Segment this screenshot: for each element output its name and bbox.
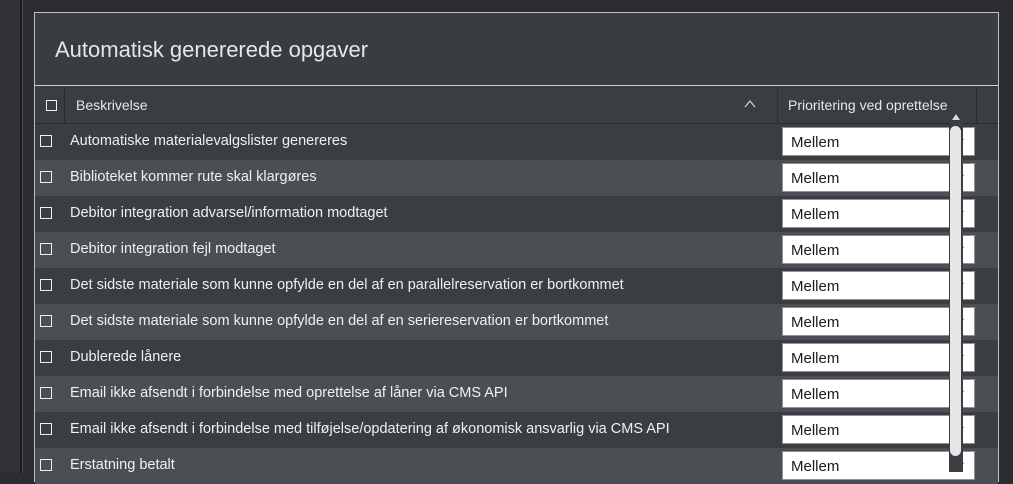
priority-select[interactable] [782, 379, 975, 408]
column-header-priority[interactable]: Prioritering ved oprettelse [788, 97, 948, 113]
column-separator [976, 87, 977, 123]
priority-select[interactable] [782, 307, 975, 336]
priority-select[interactable] [782, 163, 975, 192]
row-description: Debitor integration advarsel/information modtaget [70, 205, 388, 221]
row-checkbox[interactable] [40, 459, 52, 471]
priority-select[interactable] [782, 451, 975, 480]
table-row[interactable] [35, 268, 998, 304]
priority-select[interactable] [782, 343, 975, 372]
grid-rows [35, 124, 998, 484]
row-description: Biblioteket kommer rute skal klargøres [70, 169, 317, 185]
left-sidebar-border [0, 0, 22, 473]
title-divider [35, 85, 998, 86]
row-checkbox[interactable] [40, 387, 52, 399]
column-separator [64, 87, 65, 123]
row-checkbox[interactable] [40, 207, 52, 219]
table-row[interactable] [35, 196, 998, 232]
chevron-up-icon[interactable] [743, 97, 757, 111]
row-description: Email ikke afsendt i forbindelse med oprettelse af låner via CMS API [70, 385, 508, 401]
row-checkbox[interactable] [40, 351, 52, 363]
table-row[interactable] [35, 412, 998, 448]
priority-select[interactable] [782, 127, 975, 156]
row-description: Det sidste materiale som kunne opfylde en del af en seriereservation er bortkommet [70, 313, 609, 329]
left-sidebar-edge [0, 0, 23, 473]
row-description: Debitor integration fejl modtaget [70, 241, 276, 257]
scroll-up-arrow-icon[interactable] [952, 114, 960, 120]
row-description: Dublerede lånere [70, 349, 182, 365]
table-row[interactable] [35, 376, 998, 412]
table-row[interactable] [35, 340, 998, 376]
priority-select-value: Mellem [791, 314, 840, 331]
priority-select-value: Mellem [791, 278, 840, 295]
scrollbar-thumb[interactable] [950, 126, 961, 456]
row-checkbox[interactable] [40, 315, 52, 327]
column-header-description[interactable]: Beskrivelse [76, 97, 148, 113]
table-row[interactable] [35, 448, 998, 484]
priority-select[interactable] [782, 415, 975, 444]
priority-select-value: Mellem [791, 350, 840, 367]
priority-select[interactable] [782, 199, 975, 228]
select-all-checkbox[interactable] [46, 100, 57, 111]
vertical-scrollbar[interactable] [949, 112, 963, 472]
grid-header [35, 87, 998, 124]
row-checkbox[interactable] [40, 135, 52, 147]
table-row[interactable] [35, 304, 998, 340]
column-separator [777, 87, 778, 123]
row-checkbox[interactable] [40, 171, 52, 183]
priority-select-value: Mellem [791, 422, 840, 439]
table-row[interactable] [35, 124, 998, 160]
table-row[interactable] [35, 160, 998, 196]
row-description: Erstatning betalt [70, 457, 175, 473]
auto-tasks-panel [34, 12, 999, 482]
priority-select-value: Mellem [791, 170, 840, 187]
priority-select-value: Mellem [791, 242, 840, 259]
panel-title: Automatisk genererede opgaver [55, 37, 369, 62]
row-description: Automatiske materialevalgslister genereres [70, 133, 348, 149]
row-checkbox[interactable] [40, 279, 52, 291]
priority-select-value: Mellem [791, 206, 840, 223]
row-description: Email ikke afsendt i forbindelse med tilføjelse/opdatering af økonomisk ansvarlig via CMS API [70, 421, 670, 437]
tasks-grid [35, 87, 998, 484]
row-description: Det sidste materiale som kunne opfylde en del af en parallelreservation er bortkommet [70, 277, 624, 293]
priority-select[interactable] [782, 235, 975, 264]
row-checkbox[interactable] [40, 423, 52, 435]
priority-select-value: Mellem [791, 134, 840, 151]
priority-select-value: Mellem [791, 386, 840, 403]
table-row[interactable] [35, 232, 998, 268]
priority-select-value: Mellem [791, 458, 840, 475]
row-checkbox[interactable] [40, 243, 52, 255]
priority-select[interactable] [782, 271, 975, 300]
